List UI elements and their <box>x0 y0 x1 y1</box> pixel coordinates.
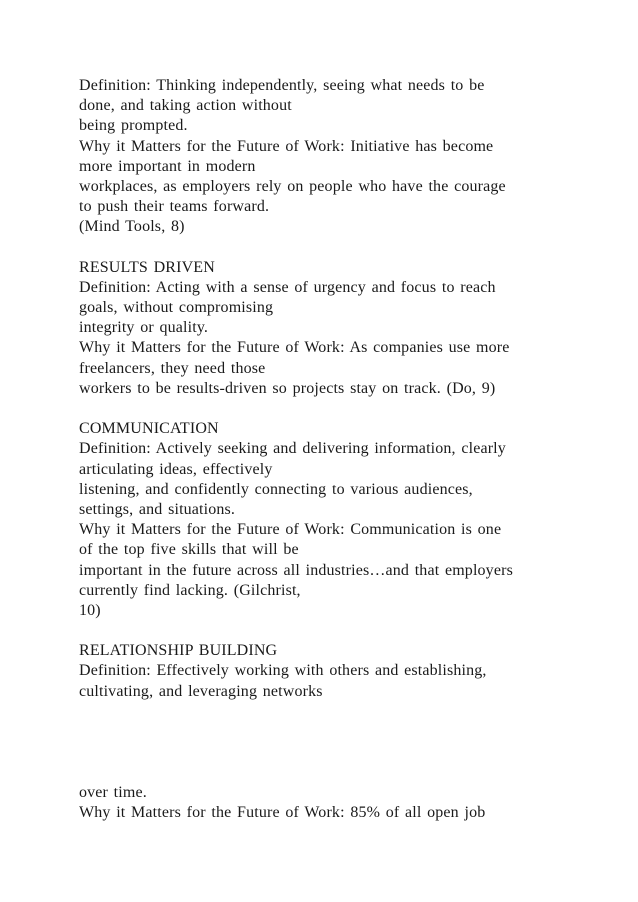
page-break-gap <box>79 702 619 783</box>
citation: (Mind Tools, 8) <box>79 218 185 236</box>
section-heading: RESULTS DRIVEN <box>79 258 215 276</box>
text-line: Definition: Thinking independently, seeing what needs to be <box>79 77 485 94</box>
text-line: over time. <box>79 783 147 801</box>
section-initiative <box>79 76 619 238</box>
text-line: Definition: Actively seeking and delivering information, clearly <box>79 440 506 458</box>
section-relationship-building <box>79 641 619 702</box>
text-line: Definition: Acting with a sense of urgency and focus to reach <box>79 278 496 296</box>
paragraph-gap <box>79 238 619 258</box>
text-line: Why it Matters for the Future of Work: As companies use more <box>79 339 510 357</box>
section-heading: COMMUNICATION <box>79 420 219 438</box>
text-line: more important in modern <box>79 157 256 175</box>
text-line: currently find lacking. (Gilchrist, <box>79 581 301 599</box>
text-line: Definition: Effectively working with others and establishing, <box>79 662 487 680</box>
text-line: integrity or quality. <box>79 319 209 337</box>
text-line: 10) <box>79 601 101 619</box>
text-line: cultivating, and leveraging networks <box>79 682 323 700</box>
text-line: articulating ideas, effectively <box>79 460 273 478</box>
paragraph-gap <box>79 621 619 641</box>
text-line: workers to be results-driven so projects stay on track. (Do, 9) <box>79 379 496 397</box>
text-line: done, and taking action without <box>79 97 292 115</box>
document-body <box>79 76 619 823</box>
text-line: to push their teams forward. <box>79 198 270 216</box>
text-line: settings, and situations. <box>79 500 236 518</box>
text-line: being prompted. <box>79 117 188 135</box>
text-line: freelancers, they need those <box>79 359 266 377</box>
text-line: of the top five skills that will be <box>79 541 299 559</box>
section-heading: RELATIONSHIP BUILDING <box>79 642 278 660</box>
text-line: listening, and confidently connecting to various audiences, <box>79 480 473 498</box>
text-line: Why it Matters for the Future of Work: 85% of all open job <box>79 803 486 821</box>
section-communication <box>79 419 619 621</box>
section-results-driven <box>79 258 619 399</box>
text-line: workplaces, as employers rely on people who have the courage <box>79 177 506 195</box>
text-line: important in the future across all industries…and that employers <box>79 561 513 579</box>
text-line: Why it Matters for the Future of Work: Initiative has become <box>79 137 494 155</box>
section-relationship-building-continued <box>79 783 619 823</box>
paragraph-gap <box>79 399 619 419</box>
text-line: goals, without compromising <box>79 299 274 317</box>
text-line: Why it Matters for the Future of Work: Communication is one <box>79 521 502 539</box>
